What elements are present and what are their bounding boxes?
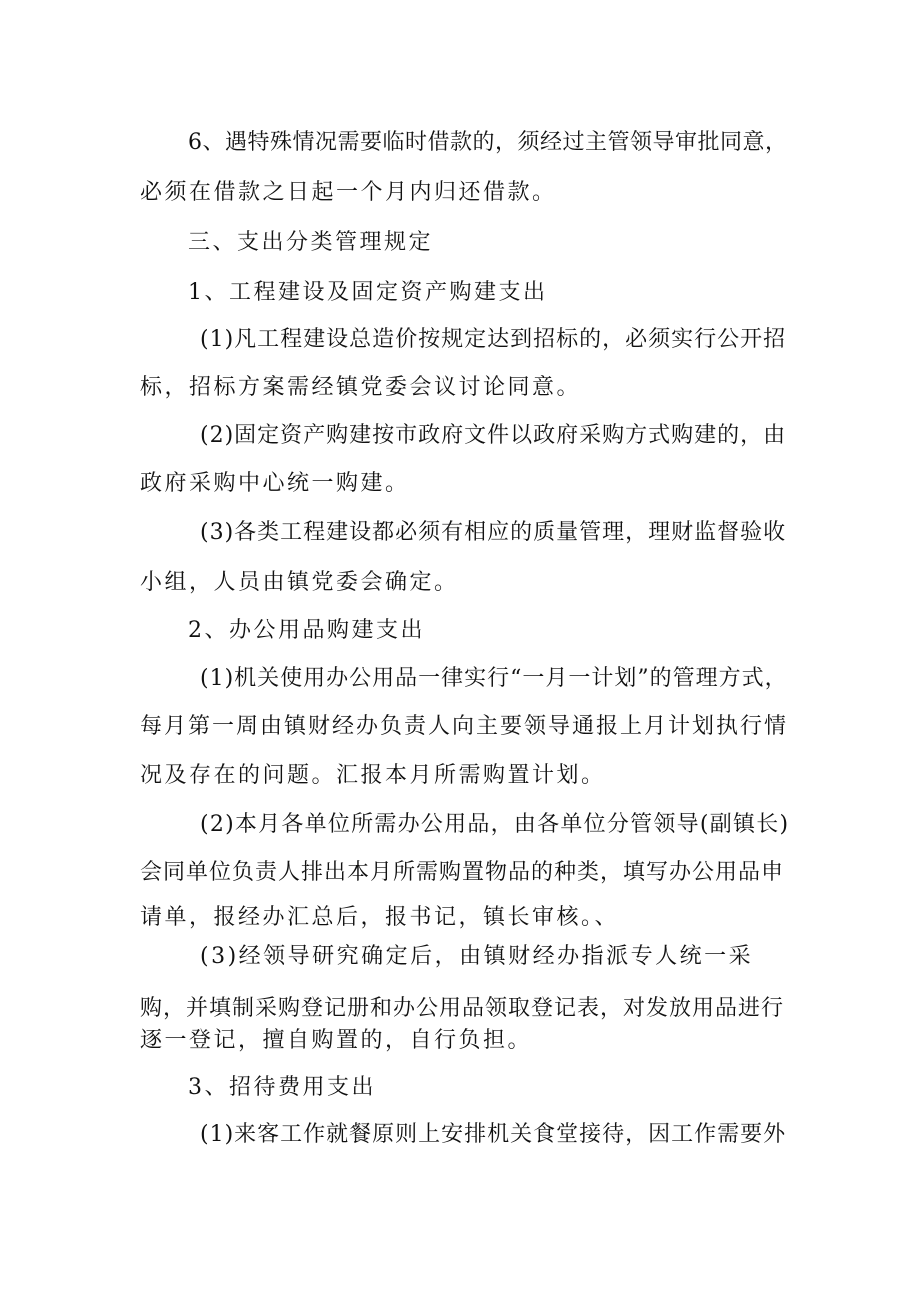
paragraph-line: 政府采购中心统一购建。 [140, 471, 410, 496]
paragraph-line: 购，并填制采购登记册和办公用品领取登记表，对发放用品进行 [140, 996, 785, 1021]
subsection-heading: 1、工程建设及固定资产购建支出 [188, 280, 548, 305]
paragraph-line: 6、遇特殊情况需要临时借款的，须经过主管领导审批同意， [188, 130, 788, 155]
paragraph-line: 逐一登记，擅自购置的，自行负担。 [140, 1028, 533, 1053]
paragraph-line: 请单，报经办汇总后，报书记，镇长审核。、 [140, 905, 620, 930]
paragraph-line: (3)各类工程建设都必须有相应的质量管理，理财监督验收 [200, 520, 787, 545]
paragraph-line: 必须在借款之日起一个月内归还借款。 [140, 180, 557, 205]
paragraph-line: (1)凡工程建设总造价按规定达到招标的，必须实行公开招 [200, 327, 787, 352]
paragraph-line: 标，招标方案需经镇党委会议讨论同意。 [140, 375, 582, 400]
paragraph-line: (1)机关使用办公用品一律实行“一月一计划”的管理方式， [200, 666, 788, 691]
paragraph-line: 每月第一周由镇财经办负责人向主要领导通报上月计划执行情 [140, 714, 789, 739]
paragraph-line: 况及存在的问题。汇报本月所需购置计划。 [140, 763, 606, 788]
paragraph-line: (1)来客工作就餐原则上安排机关食堂接待，因工作需要外 [200, 1122, 787, 1147]
paragraph-line: (2)固定资产购建按市政府文件以政府采购方式购建的，由 [200, 423, 787, 448]
paragraph-line: (2)本月各单位所需办公用品，由各单位分管领导(副镇长) [200, 812, 790, 837]
paragraph-line: 小组，人员由镇党委会确定。 [140, 570, 459, 595]
paragraph-line: 会同单位负责人排出本月所需购置物品的种类，填写办公用品申 [140, 860, 785, 885]
subsection-heading: 3、招待费用支出 [188, 1075, 376, 1100]
subsection-heading: 2、办公用品购建支出 [188, 618, 425, 643]
section-heading: 三、支出分类管理规定 [188, 230, 434, 255]
paragraph-line: (3)经领导研究确定后，由镇财经办指派专人统一采 [200, 944, 754, 969]
